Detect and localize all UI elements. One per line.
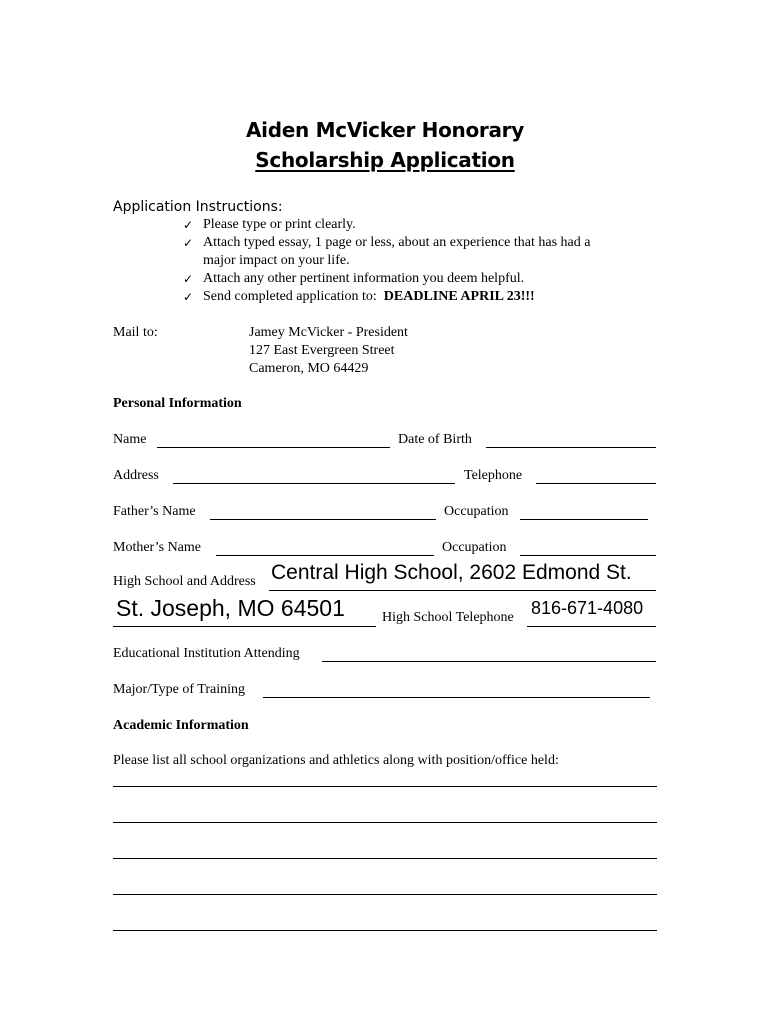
instruction-item: Attach any other pertinent information you deem helpful. (203, 271, 525, 286)
academic-info-heading: Academic Information (113, 718, 249, 733)
mail-address-line: Cameron, MO 64429 (249, 361, 369, 376)
name-field[interactable] (157, 447, 390, 448)
check-icon: ✓ (183, 218, 194, 232)
father-name-field[interactable] (210, 519, 436, 520)
address-field[interactable] (173, 483, 455, 484)
telephone-field[interactable] (536, 483, 656, 484)
name-label: Name (113, 432, 147, 447)
instruction-item (203, 289, 535, 305)
high-school-field-continued[interactable] (113, 626, 376, 627)
mother-occupation-field[interactable] (520, 555, 656, 556)
instruction-item-continued: major impact on your life. (203, 253, 350, 268)
check-icon: ✓ (183, 290, 194, 304)
instruction-item: Please type or print clearly. (203, 217, 356, 232)
high-school-value-continued: St. Joseph, MO 64501 (116, 595, 345, 621)
organizations-prompt: Please list all school organizations and athletics along with position/office held: (113, 753, 559, 768)
title-line-1: Aiden McVicker Honorary (246, 118, 524, 142)
send-to-text: Send completed application to: (203, 289, 377, 304)
mother-occupation-label: Occupation (442, 540, 507, 555)
personal-info-heading: Personal Information (113, 396, 242, 411)
address-label: Address (113, 468, 159, 483)
hs-telephone-field[interactable] (527, 626, 656, 627)
dob-field[interactable] (486, 447, 656, 448)
organizations-line[interactable] (113, 786, 657, 787)
check-icon: ✓ (183, 236, 194, 250)
father-occupation-label: Occupation (444, 504, 509, 519)
organizations-line[interactable] (113, 894, 657, 895)
organizations-line[interactable] (113, 822, 657, 823)
organizations-line[interactable] (113, 858, 657, 859)
dob-label: Date of Birth (398, 432, 472, 447)
institution-label: Educational Institution Attending (113, 646, 300, 661)
father-occupation-field[interactable] (520, 519, 648, 520)
institution-field[interactable] (322, 661, 656, 662)
mother-name-label: Mother’s Name (113, 540, 201, 555)
mail-to-label: Mail to: (113, 325, 158, 340)
high-school-field[interactable] (269, 590, 656, 591)
instructions-heading: Application Instructions: (113, 199, 283, 215)
mail-address-line: 127 East Evergreen Street (249, 343, 395, 358)
mother-name-field[interactable] (216, 555, 434, 556)
check-icon: ✓ (183, 272, 194, 286)
hs-telephone-value: 816-671-4080 (531, 598, 644, 618)
high-school-value: Central High School, 2602 Edmond St. (271, 561, 632, 584)
high-school-label: High School and Address (113, 574, 256, 589)
mail-address-line: Jamey McVicker - President (249, 325, 408, 340)
major-label: Major/Type of Training (113, 682, 246, 697)
organizations-line[interactable] (113, 930, 657, 931)
hs-telephone-label: High School Telephone (382, 610, 514, 625)
instruction-item: Attach typed essay, 1 page or less, about an experience that has had a (203, 235, 591, 250)
major-field[interactable] (263, 697, 650, 698)
title-line-2: Scholarship Application (255, 148, 515, 172)
telephone-label: Telephone (464, 468, 523, 483)
deadline-text: DEADLINE APRIL 23!!! (383, 289, 535, 304)
father-name-label: Father’s Name (113, 504, 196, 519)
